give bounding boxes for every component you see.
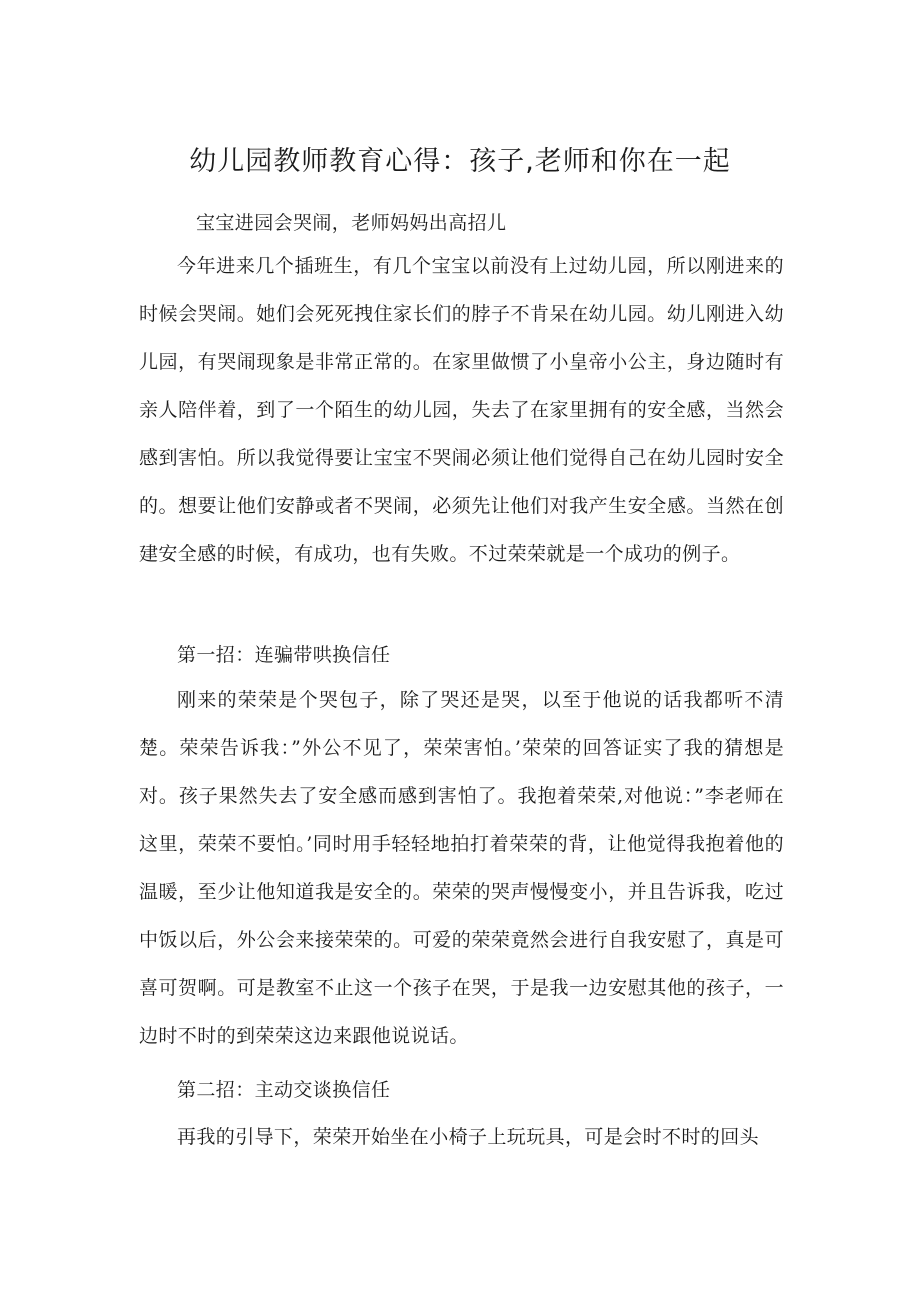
- paragraph-2: 刚来的荣荣是个哭包子，除了哭还是哭，以至于他说的话我都听不清楚。荣荣告诉我：”外公不见了，荣荣害怕。’荣荣的回答证实了我的猜想是对。孩子果然失去了安全感而感到害怕了。我抱着荣荣,对他说：”李老师在这里，荣荣不要怕。’同时用手轻轻地拍打着荣荣的背，让他觉得我抱着他的温暖，至少让他知道我是安全的。荣荣的哭声慢慢变小，并且告诉我，吃过中饭以后，外公会来接荣荣的。可爱的荣荣竟然会进行自我安慰了，真是可喜可贺啊。可是教室不止这一个孩子在哭，于是我一边安慰其他的孩子，一边时不时的到荣荣这边来跟他说说话。: [139, 689, 784, 1047]
- section-heading-1: 第一招：连骗带哄换信任: [177, 644, 391, 666]
- paragraph-1: 今年进来几个插班生，有几个宝宝以前没有上过幼儿园，所以刚进来的时候会哭闹。她们会死死拽住家长们的脖子不肯呆在幼儿园。幼儿刚进入幼儿园，有哭闹现象是非常正常的。在家里做惯了小皇帝小公主，身边随时有亲人陪伴着，到了一个陌生的幼儿园，失去了在家里拥有的安全感，当然会感到害怕。所以我觉得要让宝宝不哭闹必须让他们觉得自己在幼儿园时安全的。想要让他们安静或者不哭闹，必须先让他们对我产生安全感。当然在创建安全感的时候，有成功，也有失败。不过荣荣就是一个成功的例子。: [139, 255, 784, 565]
- section-heading-2: 第二招：主动交谈换信任: [177, 1079, 391, 1101]
- document-subtitle: 宝宝进园会哭闹，老师妈妈出高招儿: [196, 212, 507, 234]
- paragraph-3: 再我的引导下，荣荣开始坐在小椅子上玩玩具，可是会时不时的回头: [177, 1126, 760, 1148]
- document-title: 幼儿园教师教育心得：孩子,老师和你在一起: [189, 146, 731, 177]
